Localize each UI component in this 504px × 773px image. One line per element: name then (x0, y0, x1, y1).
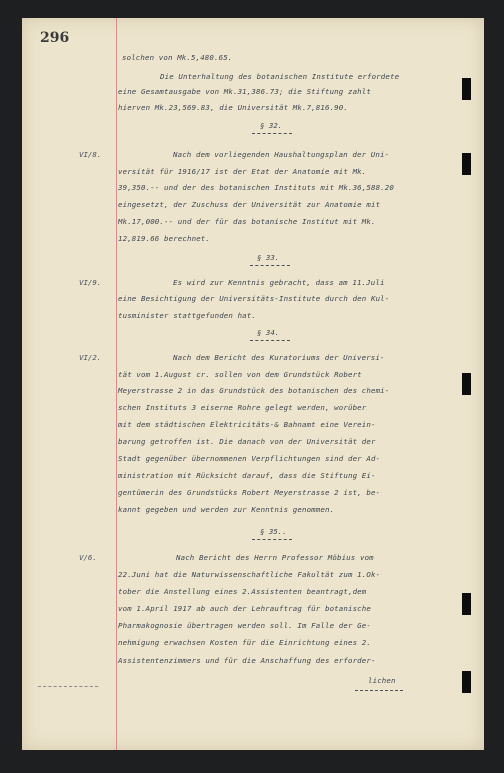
margin-rule (116, 18, 117, 750)
index-tab (462, 153, 471, 175)
text-line: kannt gegeben und werden zur Kenntnis genommen. (118, 505, 335, 514)
index-tab (462, 593, 471, 615)
text-line: schen Instituts 3 eiserne Rohre gelegt werden, worüber (118, 403, 367, 412)
text-line: Stadt gegenüber übernommenen Verpflichtungen sind der Ad- (118, 454, 381, 463)
text-line: Mk.17,000.-- und der für das botanische Institut mit Mk. (118, 217, 376, 226)
text-line: 12,819.66 berechnet. (118, 234, 210, 243)
text-line: versität für 1916/17 ist der Etat der Anatomie mit Mk. (118, 167, 367, 176)
footer-dashes (38, 686, 98, 687)
text-line: tober die Anstellung eines 2.Assistenten beantragt,dem (118, 587, 367, 596)
text-line: nehmigung erwachsen Kosten für die Einrichtung eines 2. (118, 638, 371, 647)
margin-reference: V/6. (79, 553, 97, 562)
section-underline (252, 539, 292, 540)
text-line: 39,350.-- und der des botanischen Instituts mit Mk.36,588.20 (118, 183, 394, 192)
section-heading: § 33. (257, 253, 280, 262)
text-line: gentümerin des Grundstücks Robert Meyerstrasse 2 ist, be- (118, 488, 381, 497)
section-heading: § 32. (260, 121, 283, 130)
catchword: lichen (368, 676, 396, 685)
text-line: Assistentenzimmers und für die Anschaffung des erforder- (118, 656, 376, 665)
text-line: eine Gesamtausgabe von Mk.31,386.73; die Stiftung zahlt (118, 87, 371, 96)
section-underline (250, 265, 290, 266)
section-underline (252, 133, 292, 134)
text-line: Die Unterhaltung des botanischen Institute erfordete (160, 72, 400, 81)
section-heading: § 34. (257, 328, 280, 337)
text-line: barung getroffen ist. Die danach von der Universität der (118, 437, 376, 446)
catchword-underline (355, 690, 403, 691)
index-tab (462, 671, 471, 693)
text-line: 22.Juni hat die Naturwissenschaftliche Fakultät zum 1.Ok- (118, 570, 381, 579)
section-heading: § 35.. (260, 527, 287, 536)
margin-reference: VI/8. (79, 150, 102, 159)
text-line: eine Besichtigung der Universitäts-Institute durch den Kul- (118, 294, 390, 303)
text-line: Es wird zur Kenntnis gebracht, dass am 11.Juli (173, 278, 385, 287)
text-line: vom 1.April 1917 ab auch der Lehrauftrag für botanische (118, 604, 371, 613)
margin-reference: VI/9. (79, 278, 102, 287)
text-line: solchen von Mk.5,480.65. (122, 53, 233, 62)
text-line: eingesetzt, der Zuschuss der Universität zur Anatomie mit (118, 200, 381, 209)
text-line: tusminister stattgefunden hat. (118, 311, 256, 320)
text-line: Nach dem Bericht des Kuratoriums der Universi- (173, 353, 385, 362)
text-line: Nach Bericht des Herrn Professor Möbius vom (176, 553, 374, 562)
index-tab (462, 78, 471, 100)
text-line: Pharmakognosie übertragen werden soll. Im Falle der Ge- (118, 621, 371, 630)
page-number: 296 (40, 30, 70, 46)
text-line: tät vom 1.August cr. sollen von dem Grundstück Robert (118, 370, 362, 379)
text-line: ministration mit Rücksicht darauf, dass die Stiftung Ei- (118, 471, 376, 480)
text-line: hierven Mk.23,569.83, die Universität Mk.7,816.90. (118, 103, 348, 112)
text-line: Nach dem vorliegenden Haushaltungsplan der Uni- (173, 150, 390, 159)
margin-reference: VI/2. (79, 353, 102, 362)
text-line: mit dem städtischen Elektricitäts-& Bahnamt eine Verein- (118, 420, 376, 429)
index-tab (462, 373, 471, 395)
text-line: Meyerstrasse 2 in das Grundstück des botanischen des chemi- (118, 386, 390, 395)
section-underline (250, 340, 290, 341)
